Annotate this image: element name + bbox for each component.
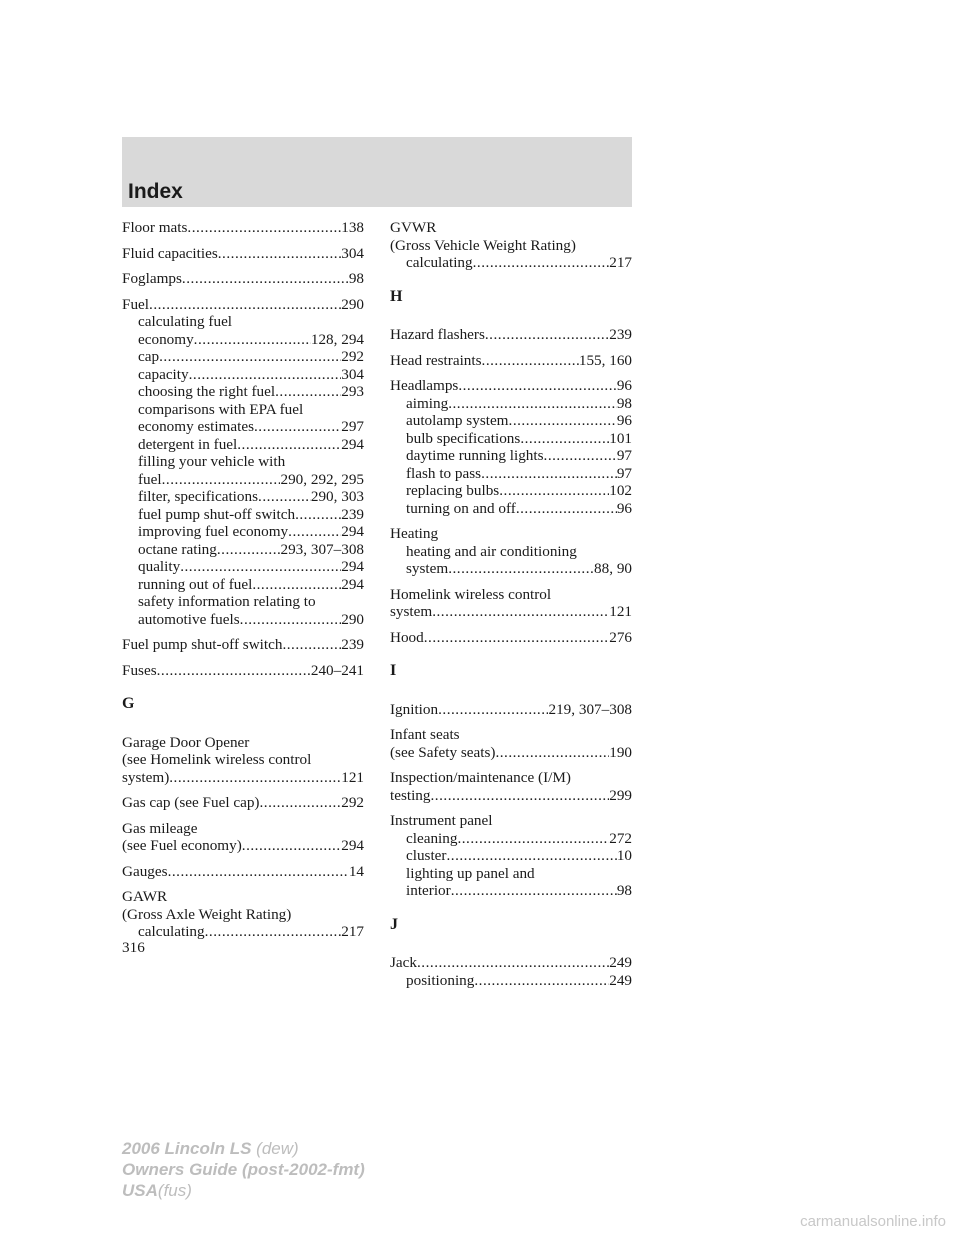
entry-term: Floor mats <box>122 219 188 236</box>
footer-guide: Owners Guide (post-2002-fmt) <box>122 1160 365 1179</box>
footer-model-code: (dew) <box>256 1139 299 1158</box>
entry-page-ref: 155, 160 <box>578 351 632 369</box>
dot-leader <box>168 863 349 881</box>
index-entry-line <box>390 701 632 719</box>
dot-leader <box>159 348 341 366</box>
dot-leader <box>544 447 617 465</box>
entry-page-ref: 272 <box>609 829 632 847</box>
index-entry <box>122 219 364 237</box>
entry-term: aiming <box>406 394 449 412</box>
entry-page-ref: 290, 292, 295 <box>280 470 364 488</box>
entry-page-ref: 190 <box>609 743 632 761</box>
dot-leader <box>240 611 342 629</box>
entry-term: cluster <box>406 847 447 864</box>
entry-page-ref: 294 <box>341 435 364 453</box>
entry-page-ref: 14 <box>348 862 364 880</box>
index-entry-line <box>390 954 632 972</box>
index-entry-line <box>122 751 364 769</box>
dot-leader <box>485 326 609 344</box>
entry-term: octane rating <box>138 540 217 558</box>
index-entry-line <box>390 352 632 370</box>
entry-page-ref: 293 <box>341 383 364 400</box>
index-entry-line <box>122 794 364 812</box>
index-entry-line <box>122 820 364 838</box>
entry-page-ref: 239 <box>341 636 364 653</box>
index-entry <box>390 629 632 647</box>
index-entry-line <box>122 769 364 787</box>
index-entry <box>122 734 364 787</box>
entry-term: calculating <box>406 254 473 271</box>
index-entry-line <box>390 812 632 830</box>
index-subentry-line <box>390 465 632 483</box>
entry-term: quality <box>138 558 181 575</box>
entry-term: Gas mileage <box>122 819 198 837</box>
index-subentry-line <box>390 847 632 865</box>
entry-term: (Gross Axle Weight Rating) <box>122 905 292 923</box>
entry-term: (see Safety seats) <box>390 743 496 761</box>
entry-term: filter, specifications <box>138 488 259 505</box>
index-subentry-line <box>390 543 632 561</box>
dot-leader <box>446 847 616 865</box>
page-number: 316 <box>122 939 145 956</box>
entry-page-ref: 294 <box>341 575 364 593</box>
entry-term: daytime running lights <box>406 447 544 464</box>
entry-page-ref: 299 <box>609 786 632 804</box>
dot-leader <box>499 482 609 500</box>
entry-term: Homelink wireless control <box>390 585 552 603</box>
entry-page-ref: 96 <box>616 412 632 429</box>
page-title: Index <box>128 180 183 203</box>
entry-page-ref: 290 <box>341 295 364 313</box>
entry-term: cleaning <box>406 829 458 847</box>
section-letter: G <box>122 695 135 712</box>
entry-term: fuel pump shut-off switch <box>138 505 296 523</box>
dot-leader <box>474 972 609 990</box>
index-entry-line <box>390 237 632 255</box>
entry-page-ref: 294 <box>341 523 364 540</box>
dot-leader <box>169 769 341 787</box>
dot-leader <box>424 629 609 647</box>
index-subentry-line <box>122 313 364 331</box>
entry-page-ref: 219, 307–308 <box>548 700 632 718</box>
dot-leader <box>254 418 341 436</box>
entry-page-ref: 249 <box>609 971 632 989</box>
entry-page-ref: 98 <box>616 394 632 412</box>
index-entry <box>122 245 364 263</box>
index-entry-line <box>390 629 632 647</box>
dot-leader <box>205 923 342 941</box>
entry-page-ref: 240–241 <box>310 661 364 679</box>
entry-page-ref: 96 <box>616 499 632 517</box>
index-entry-line <box>122 734 364 752</box>
index-entry-line <box>122 636 364 654</box>
entry-term: flash to pass <box>406 464 482 482</box>
entry-page-ref: 121 <box>609 603 632 620</box>
dot-leader <box>282 636 341 654</box>
entry-page-ref: 98 <box>616 882 632 899</box>
entry-page-ref: 97 <box>616 447 632 464</box>
entry-term: interior <box>406 882 451 899</box>
entry-term: Hood <box>390 628 424 646</box>
entry-term: detergent in fuel <box>138 435 238 453</box>
entry-page-ref: 304 <box>341 244 364 262</box>
entry-term: comparisons with EPA fuel <box>138 400 304 418</box>
entry-term: system) <box>122 768 170 786</box>
index-entry <box>390 352 632 370</box>
index-subentry-line <box>122 593 364 611</box>
entry-page-ref: 88, 90 <box>594 560 632 577</box>
dot-leader <box>275 383 341 401</box>
dot-leader <box>448 395 617 413</box>
entry-page-ref: 293, 307–308 <box>280 540 364 558</box>
entry-term: Instrument panel <box>390 812 493 829</box>
dot-leader <box>157 662 311 680</box>
section-letter: I <box>390 662 397 679</box>
footer-market: USA <box>122 1181 158 1200</box>
entry-page-ref: 292 <box>341 794 364 811</box>
index-entry-line <box>390 326 632 344</box>
index-subentry-line <box>122 366 364 384</box>
entry-term: Fuel <box>122 295 150 313</box>
document-footer <box>122 1138 365 1201</box>
index-subentry-line <box>390 395 632 413</box>
index-subentry-line <box>122 576 364 594</box>
index-subentry-line <box>122 541 364 559</box>
dot-leader <box>217 541 281 559</box>
entry-term: testing <box>390 786 431 804</box>
index-entry-line <box>122 906 364 924</box>
entry-term: GAWR <box>122 888 168 905</box>
index-entry-line <box>390 603 632 621</box>
dot-leader <box>482 352 579 370</box>
index-subentry-line <box>122 488 364 506</box>
index-entry <box>390 586 632 621</box>
footer-model: 2006 Lincoln LS <box>122 1139 252 1158</box>
entry-term: GVWR <box>390 219 437 236</box>
index-subentry-line <box>390 882 632 900</box>
entry-page-ref: 217 <box>341 923 364 940</box>
index-subentry-line <box>390 482 632 500</box>
index-subentry-line <box>390 500 632 518</box>
entry-term: Gauges <box>122 862 168 880</box>
index-subentry-line <box>122 331 364 349</box>
watermark: carmanualsonline.info <box>800 1213 946 1230</box>
dot-leader <box>481 465 617 483</box>
index-subentry-line <box>122 523 364 541</box>
index-subentry-line <box>122 453 364 471</box>
footer-market-code: (fus) <box>157 1181 192 1200</box>
entry-term: bulb specifications <box>406 429 521 447</box>
index-subentry-line <box>390 412 632 430</box>
dot-leader <box>431 787 610 805</box>
dot-leader <box>295 506 341 524</box>
dot-leader <box>520 430 609 448</box>
index-entry-line <box>390 586 632 604</box>
index-entry <box>122 296 364 629</box>
entry-term: Inspection/maintenance (I/M) <box>390 769 571 786</box>
index-subentry-line <box>390 254 632 272</box>
dot-leader <box>258 488 311 506</box>
entry-term: turning on and off <box>406 499 516 517</box>
entry-page-ref: 97 <box>616 464 632 482</box>
index-entry-line <box>122 219 364 237</box>
dot-leader <box>242 837 341 855</box>
entry-page-ref: 239 <box>341 505 364 523</box>
dot-leader <box>182 270 349 288</box>
dot-leader <box>457 830 609 848</box>
index-entry <box>390 326 632 344</box>
entry-page-ref: 304 <box>341 365 364 383</box>
index-entry-line <box>390 744 632 762</box>
entry-page-ref: 239 <box>609 326 632 343</box>
index-entry-line <box>122 662 364 680</box>
dot-leader <box>438 701 548 719</box>
index-subentry-line <box>122 436 364 454</box>
entry-term: positioning <box>406 971 475 989</box>
index-entry <box>390 219 632 272</box>
index-entry <box>390 954 632 989</box>
index-subentry-line <box>390 560 632 578</box>
index-entry-line <box>390 726 632 744</box>
index-entry <box>390 525 632 578</box>
entry-page-ref: 121 <box>341 768 364 786</box>
entry-term: fuel <box>138 470 162 488</box>
dot-leader <box>448 560 594 578</box>
entry-page-ref: 128, 294 <box>310 330 364 348</box>
entry-page-ref: 294 <box>341 558 364 575</box>
index-entry-line <box>122 296 364 314</box>
index-entry <box>122 662 364 680</box>
entry-term: Head restraints <box>390 351 482 369</box>
dot-leader <box>162 471 281 489</box>
dot-leader <box>259 794 341 812</box>
entry-term: safety information relating to <box>138 593 316 610</box>
entry-term: capacity <box>138 365 189 383</box>
entry-term: filling your vehicle with <box>138 453 286 470</box>
dot-leader <box>149 296 341 314</box>
index-entry <box>390 726 632 761</box>
entry-term: economy estimates <box>138 418 254 435</box>
index-entry <box>390 769 632 804</box>
section-letter: H <box>390 287 403 305</box>
entry-term: (Gross Vehicle Weight Rating) <box>390 236 576 254</box>
entry-page-ref: 98 <box>348 270 364 287</box>
dot-leader <box>194 331 311 349</box>
entry-term: autolamp system <box>406 412 509 429</box>
index-entry <box>390 812 632 900</box>
entry-term: (see Homelink wireless control <box>122 751 312 768</box>
index-entry <box>122 636 364 654</box>
dot-leader <box>432 603 609 621</box>
index-subentry-line <box>122 611 364 629</box>
entry-page-ref: 290 <box>341 610 364 628</box>
index-entry-line <box>122 863 364 881</box>
entry-page-ref: 292 <box>341 348 364 365</box>
entry-term: Heating <box>390 525 439 542</box>
entry-term: system <box>406 560 449 577</box>
index-entry <box>122 794 364 812</box>
index-entry-line <box>122 888 364 906</box>
index-subentry-line <box>122 506 364 524</box>
dot-leader <box>237 436 341 454</box>
entry-page-ref: 276 <box>609 628 632 646</box>
entry-term: Hazard flashers <box>390 326 485 343</box>
entry-term: calculating fuel <box>138 313 233 330</box>
entry-page-ref: 217 <box>609 254 632 271</box>
index-column-right <box>390 219 632 997</box>
index-subentry-line <box>390 865 632 883</box>
index-subentry-line <box>390 430 632 448</box>
index-entry <box>122 863 364 881</box>
entry-page-ref: 96 <box>616 377 632 394</box>
entry-term: Fuses <box>122 661 157 679</box>
entry-term: replacing bulbs <box>406 482 500 499</box>
entry-term: (see Fuel economy) <box>122 837 242 854</box>
dot-leader <box>180 558 341 576</box>
dot-leader <box>509 412 617 430</box>
index-subentry-line <box>122 558 364 576</box>
dot-leader <box>458 377 616 395</box>
index-entry <box>390 377 632 517</box>
entry-term: Fluid capacities <box>122 244 218 262</box>
entry-term: lighting up panel and <box>406 864 535 882</box>
entry-page-ref: 101 <box>609 429 632 447</box>
dot-leader <box>516 500 617 518</box>
entry-page-ref: 10 <box>616 847 632 864</box>
dot-leader <box>218 245 341 263</box>
entry-term: heating and air conditioning <box>406 542 577 560</box>
index-entry-line <box>390 377 632 395</box>
dot-leader <box>189 366 342 384</box>
entry-term: running out of fuel <box>138 575 253 593</box>
dot-leader <box>252 576 341 594</box>
entry-term: economy <box>138 330 194 348</box>
entry-term: choosing the right fuel <box>138 383 276 400</box>
index-entry-line <box>122 270 364 288</box>
entry-page-ref: 297 <box>341 418 364 435</box>
index-entry-line <box>390 219 632 237</box>
index-entry <box>122 888 364 941</box>
entry-term: automotive fuels <box>138 610 240 628</box>
index-subentry-line <box>390 830 632 848</box>
entry-term: Infant seats <box>390 726 460 743</box>
entry-term: system <box>390 603 433 620</box>
entry-term: Jack <box>390 954 417 971</box>
entry-term: Garage Door Opener <box>122 733 250 751</box>
dot-leader <box>451 882 617 900</box>
entry-term: calculating <box>138 923 205 940</box>
dot-leader <box>288 523 341 541</box>
entry-page-ref: 290, 303 <box>310 488 364 505</box>
index-entry <box>122 270 364 288</box>
section-letter: J <box>390 915 398 933</box>
entry-page-ref: 138 <box>341 219 364 236</box>
entry-term: Gas cap (see Fuel cap) <box>122 794 260 811</box>
entry-term: Ignition <box>390 700 439 718</box>
index-subentry-line <box>122 923 364 941</box>
index-entry <box>390 701 632 719</box>
dot-leader <box>473 254 610 272</box>
index-entry <box>122 820 364 855</box>
index-header-band <box>122 137 632 207</box>
index-entry-line <box>122 837 364 855</box>
entry-term: improving fuel economy <box>138 523 289 540</box>
entry-term: Headlamps <box>390 377 459 394</box>
entry-term: Foglamps <box>122 270 182 287</box>
entry-term: cap <box>138 348 160 365</box>
index-entry-line <box>122 245 364 263</box>
index-entry-line <box>390 769 632 787</box>
index-subentry-line <box>122 401 364 419</box>
index-subentry-line <box>390 972 632 990</box>
dot-leader <box>417 954 609 972</box>
entry-page-ref: 249 <box>609 954 632 971</box>
index-entry-line <box>390 525 632 543</box>
index-subentry-line <box>122 383 364 401</box>
dot-leader <box>495 744 609 762</box>
entry-page-ref: 102 <box>609 482 632 499</box>
entry-page-ref: 294 <box>341 837 364 854</box>
dot-leader <box>187 219 341 237</box>
entry-term: Fuel pump shut-off switch <box>122 636 283 653</box>
index-column-left <box>122 219 364 949</box>
index-subentry-line <box>122 348 364 366</box>
index-subentry-line <box>390 447 632 465</box>
index-subentry-line <box>122 471 364 489</box>
index-entry-line <box>390 787 632 805</box>
index-subentry-line <box>122 418 364 436</box>
